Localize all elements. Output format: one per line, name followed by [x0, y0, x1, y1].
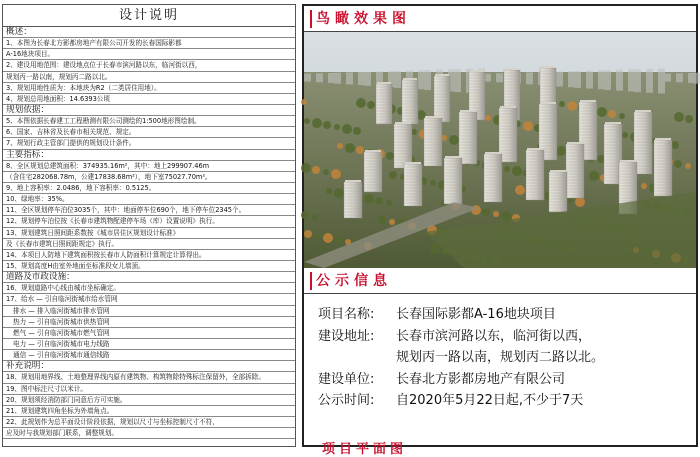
note-line: 19、图中标注尺寸以米计。: [3, 384, 295, 395]
note-line: 热力 — 引自临河街城市供热管网: [3, 317, 295, 328]
banner-accent-bar: [310, 10, 312, 28]
note-line: 17、给水 — 引自临河街城市给水管网: [3, 294, 295, 305]
note-line: 15、规划高度H由室外地面至标准段女儿墙顶。: [3, 261, 295, 272]
note-line: 排水 — 排入临河街城市排水管网: [3, 306, 295, 317]
note-line: 10、绿地率：35%。: [3, 194, 295, 205]
site-plan-title-partial: 项目平面图: [322, 442, 408, 457]
note-line: 2、建设用地范围：建设地点位于长春市滨河路以东，临河街以西，: [3, 60, 295, 71]
note-line: 14、本项目人防地下建筑面积按长春市人防面积计算规定计算得出。: [3, 250, 295, 261]
public-notice-panel: [302, 4, 698, 457]
section-heading: 规划依据：: [3, 105, 295, 116]
aerial-rendering-svg: [304, 32, 696, 268]
design-notes-title: 设计说明: [3, 5, 295, 27]
notice-info: [304, 294, 696, 412]
note-line: 20、规划须经消防部门同意后方可实施。: [3, 395, 295, 406]
info-label: 公示时间:: [318, 393, 375, 408]
info-value: 规划丙一路以南，规划丙二路以北。: [396, 350, 605, 365]
notice-title: 公示信息: [316, 273, 392, 289]
notice-banner: [304, 268, 696, 294]
info-row: [318, 369, 696, 391]
info-value: 长春市滨河路以东，临河街以西，: [396, 328, 592, 344]
section-heading: 概述：: [3, 27, 295, 38]
info-row: [318, 347, 696, 369]
section-heading: 道路及市政设施：: [3, 272, 295, 283]
aerial-rendering-image: [304, 32, 696, 268]
note-line: 通信 — 引自临河街城市通信线路: [3, 350, 295, 361]
note-line: 及《长春市建筑日照间距规定》执行。: [3, 239, 295, 250]
design-notes-list: [3, 27, 295, 439]
info-value: 长春国际影都A-16地块项目: [396, 307, 556, 322]
info-value: 长春北方影都房地产有限公司: [396, 371, 566, 387]
note-line: 应及时与我规划部门联系，调整规划。: [3, 428, 295, 439]
info-label: 建设单位:: [318, 371, 375, 387]
note-line: 燃气 — 引自临河街城市燃气管网: [3, 328, 295, 339]
info-row: [318, 304, 696, 326]
note-line: 11、全区规划停车泊位3035个，其中：地面停车位690个，地下停车位2345个。: [3, 205, 295, 216]
info-value: 自2020年5月22日起,不少于7天: [396, 393, 584, 408]
info-label: 建设地址:: [318, 328, 375, 344]
note-line: 3、规划用地性质为：本地块为R2（二类居住用地）。: [3, 83, 295, 94]
note-line: 7、规划行政主管部门提供的规划设计条件。: [3, 138, 295, 149]
note-line: 5、本图依据长春建工工程勘测有限公司测绘的1:500地形图绘制。: [3, 116, 295, 127]
note-line: 9、地上容积率：2.0486，地下容积率：0.5125。: [3, 183, 295, 194]
note-line: （含住宅282068.78m，公建17838.68m²），地下室75027.70m²。: [3, 172, 295, 183]
note-line: 6、国家、吉林省及长春市相关规范、规定。: [3, 127, 295, 138]
note-line: 1、本图为长春北方影都房地产有限公司开发的长春国际影都: [3, 38, 295, 49]
note-line: 13、规划建筑日照间距系数按《城市居住区规划设计标准》: [3, 228, 295, 239]
note-line: 12、规划停车泊位按《长春市建筑物配建停车场（库）设置说明》执行。: [3, 216, 295, 227]
banner-accent-bar: [310, 272, 312, 290]
note-line: 16、规划道路中心线由城市坐标确定。: [3, 283, 295, 294]
design-notes-panel: [2, 4, 296, 447]
info-label: 项目名称:: [318, 307, 375, 322]
note-line: 21、规划建筑四角坐标为外墙角点。: [3, 406, 295, 417]
info-row: [318, 326, 696, 348]
note-line: 规划丙一路以南，规划丙二路以北。: [3, 72, 295, 83]
note-line: 18、规划用地界线、土地整理界线内原有建筑物、构筑物除特殊标注保留外，全部拆除。: [3, 372, 295, 383]
aerial-view-banner: [304, 6, 696, 32]
section-heading: 主要指标：: [3, 150, 295, 161]
aerial-view-title: 鸟瞰效果图: [316, 11, 411, 27]
info-row: [318, 390, 696, 412]
note-line: 8、全区规划总建筑面积：374935.16m²，其中：地上299907.46m: [3, 161, 295, 172]
note-line: A-16地块项目。: [3, 49, 295, 60]
note-line: 电力 — 引自临河街城市电力线路: [3, 339, 295, 350]
section-heading: 补充说明：: [3, 361, 295, 372]
note-line: 22、此规划作为总平面设计阶段依据，规划以尺寸与坐标控制尺寸不符，: [3, 417, 295, 428]
note-line: 4、规划总用地面积：14.6393公顷: [3, 94, 295, 105]
